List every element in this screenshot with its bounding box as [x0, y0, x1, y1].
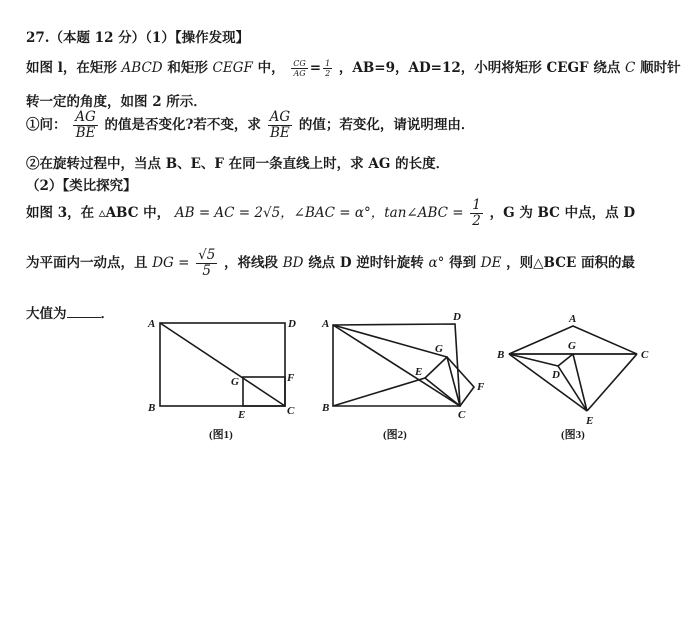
question-2: ②在旋转过程中，当点 B、E、F 在同一条直线上时，求 AG 的长度． — [26, 156, 450, 172]
fig2-line-ac — [333, 325, 460, 406]
part2-header: （2）【类比探究】 — [26, 178, 137, 194]
p3-equation: AB = AC = 2√5，∠BAC = α°，tan∠ABC = — [174, 205, 464, 221]
fig2-line-ag — [333, 325, 447, 357]
answer-end: ． — [100, 306, 114, 322]
fig3-line-dg — [558, 354, 573, 366]
intro-text-b: 和矩形 — [167, 60, 208, 76]
intro-text-c: 中， — [257, 60, 285, 76]
ratio-denominator: AG — [293, 69, 306, 78]
rect2-name: CEGF — [212, 60, 253, 76]
p3-text-a: 如图 3，在 ▵ABC 中， — [26, 205, 171, 221]
fig2-label-c: C — [458, 409, 466, 421]
fig2-label-g: G — [435, 343, 443, 355]
fig3-label-d: D — [552, 369, 560, 381]
intro-text-d: ，AB=9，AD=12，小明将矩形 CEGF 绕点 — [338, 60, 621, 76]
intro-text-a: 如图 l，在矩形 — [26, 60, 117, 76]
p4-text-a: 为平面内一动点，且 — [26, 255, 148, 271]
tan-numerator: 1 — [472, 197, 481, 213]
q1-text-b: 的值是否变化?若不变，求 — [104, 117, 261, 133]
p4-text-b: ，将线段 — [224, 255, 279, 271]
fig2-label-f: F — [477, 381, 485, 393]
dg-numerator: √5 — [198, 247, 216, 263]
q1-text-c: 的值；若变化，请说明理由． — [298, 117, 475, 133]
figure-2 — [333, 324, 474, 406]
p4-text-d: 得到 — [449, 255, 477, 271]
fig3-caption: (图3) — [561, 429, 585, 441]
point-c: C — [625, 60, 636, 76]
intro-text-e: 顺时针 — [640, 60, 681, 76]
q1-numerator-2: AG — [269, 109, 291, 125]
fig1-label-c: C — [287, 405, 295, 417]
dg-denominator: 5 — [202, 263, 212, 279]
fig3-line-ce — [587, 354, 637, 411]
fig1-caption: (图1) — [209, 429, 233, 441]
fig3-label-a: A — [569, 313, 577, 325]
rotation-line: 转一定的角度，如图 2 所示． — [26, 94, 207, 110]
half-numerator: 1 — [325, 59, 331, 68]
tan-denominator: 2 — [472, 213, 481, 229]
fig2-label-a: A — [322, 318, 330, 330]
fig1-label-e: E — [238, 409, 246, 421]
fig1-diagonal-ac — [160, 323, 285, 406]
fig3-line-de — [558, 366, 587, 411]
q1-denominator: BE — [75, 125, 96, 141]
q1-denominator-2: BE — [269, 125, 290, 141]
p4-text-e: ，则△BCE 面积的最 — [506, 255, 635, 271]
q1-numerator: AG — [75, 109, 96, 125]
q1-text-a: ①问： — [26, 117, 67, 133]
ratio-numerator: CG — [293, 59, 306, 68]
fig1-label-g: G — [231, 376, 239, 388]
fig2-caption: (图2) — [383, 429, 407, 441]
fig3-label-g: G — [568, 340, 576, 352]
fig1-label-f: F — [287, 372, 295, 384]
segment-bd: BD — [282, 255, 304, 271]
fig1-label-d: D — [288, 318, 296, 330]
dg-label: DG = — [152, 255, 190, 271]
alpha-angle: α° — [428, 255, 445, 271]
fig3-label-e: E — [586, 415, 594, 427]
fig2-line-be — [333, 378, 425, 406]
figure-3 — [509, 326, 637, 411]
p4-text-c: 绕点 D 逆时针旋转 — [308, 255, 424, 271]
fig2-label-b: B — [322, 402, 330, 414]
problem-header: 27.（本题 12 分）（1）【操作发现】 — [26, 30, 250, 46]
fig2-label-e: E — [415, 366, 423, 378]
answer-prompt: 大值为 — [26, 306, 67, 322]
figure-1 — [160, 323, 285, 406]
rect1-name: ABCD — [121, 60, 163, 76]
fig1-label-b: B — [148, 402, 156, 414]
fig1-label-a: A — [148, 318, 156, 330]
segment-de: DE — [480, 255, 502, 271]
fig2-label-d: D — [453, 311, 461, 323]
p3-text-b: ，G 为 BC 中点，点 D — [489, 205, 636, 221]
half-denominator: 2 — [325, 69, 331, 78]
fig3-label-c: C — [641, 349, 649, 361]
intro-line: 如图 l，在矩形 ABCD 和矩形 CEGF 中， $\frac{CG}{AG}$ = $\frac{1}{2}$ ，AB=9，AD=12，小明将矩形 CEGF 绕点 C 顺时针 — [26, 59, 681, 78]
fig3-label-b: B — [497, 349, 505, 361]
